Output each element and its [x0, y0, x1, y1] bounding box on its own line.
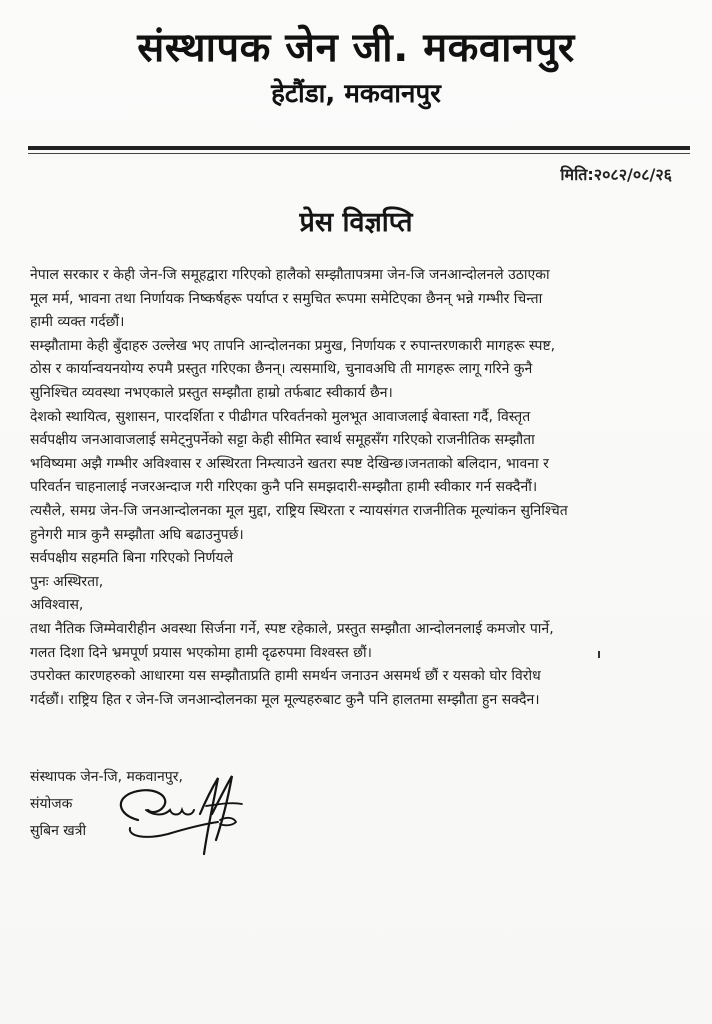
body-line: हुनेगरी मात्र कुनै सम्झौता अघि बढाउनुपर्छ। — [30, 526, 244, 543]
body-line: सुनिश्चित व्यवस्था नभएकाले प्रस्तुत सम्झौता हाम्रो तर्फबाट स्वीकार्य छैन। — [30, 384, 393, 401]
body-line: अविश्वास, — [30, 597, 84, 614]
body-line: उपरोक्त कारणहरुको आधारमा यस सम्झौताप्रति हामी समर्थन जनाउन असमर्थ छौं र यसको घोर विरोध — [30, 668, 541, 685]
signatory-name: सुबिन खत्री — [30, 823, 87, 839]
body-line: भविष्यमा अझै गम्भीर अविश्वास र अस्थिरता निम्त्याउने खतरा स्पष्ट देखिन्छ।जनताको बलिदान, भावना र — [30, 455, 549, 472]
press-release-body — [30, 264, 690, 712]
body-line: मूल मर्म, भावना तथा निर्णायक निष्कर्षहरू पर्याप्त र समुचित रूपमा समेटिएका छैनन् भन्ने गम्भीर चिन्ता — [30, 290, 543, 307]
signatory-org: संस्थापक जेन-जि, मकवानपुर, — [30, 769, 183, 785]
body-line: त्यसैले, समग्र जेन-जि जनआन्दोलनका मूल मुद्दा, राष्ट्रिय स्थिरता र न्यायसंगत राजनीतिक मूल्यांकन सुनिश्चित — [30, 502, 568, 519]
document-date: मिति:२०८२/०८/२६ — [560, 165, 672, 184]
body-line: नेपाल सरकार र केही जेन-जि समूहद्वारा गरिएको हालैको सम्झौतापत्रमा जेन-जि जनआन्दोलनले उठाएका — [30, 267, 550, 283]
handwritten-signature — [108, 770, 268, 870]
body-line: सर्वपक्षीय जनआवाजलाई समेट्नुपर्नेको सट्टा केही सीमित स्वार्थ समूहसँग गरिएको राजनीतिक सम्झौता — [30, 432, 535, 449]
letterhead-rule-thick — [28, 146, 690, 150]
stray-ink-mark — [598, 651, 600, 658]
body-line: सर्वपक्षीय सहमति बिना गरिएको निर्णयले — [30, 550, 234, 567]
letterhead-address: हेटौंडा, मकवानपुर — [271, 79, 441, 109]
document-title: प्रेस विज्ञप्ति — [299, 207, 413, 238]
body-line: गलत दिशा दिने भ्रमपूर्ण प्रयास भएकोमा हामी दृढरुपमा विश्वस्त छौं। — [30, 644, 372, 661]
body-line: ठोस र कार्यान्वयनयोग्य रुपमै प्रस्तुत गरिएका छैनन्। त्यसमाथि, चुनावअघि ती मागहरू लागू गरिने कुनै — [30, 361, 533, 378]
body-line: हामी व्यक्त गर्दछौं। — [30, 314, 125, 331]
body-line: सम्झौतामा केही बुँदाहरु उल्लेख भए तापनि आन्दोलनका प्रमुख, निर्णायक र रुपान्तरणकारी मागहरू स्पष्ट, — [30, 337, 556, 354]
letterhead-org-name: संस्थापक जेन जी. मकवानपुर — [137, 25, 575, 71]
body-line: गर्दछौं। राष्ट्रिय हित र जेन-जि जनआन्दोलनका मूल मूल्यहरुबाट कुनै पनि हालतमा सम्झौता हुन सक्दैन। — [30, 691, 540, 708]
letterhead-rule-thin — [28, 153, 690, 154]
body-line: तथा नैतिक जिम्मेवारीहीन अवस्था सिर्जना गर्ने, स्पष्ट रहेकाले, प्रस्तुत सम्झौता आन्दोलनलाई कमजोर पार्ने, — [30, 620, 554, 637]
body-line: पुनः अस्थिरता, — [30, 573, 104, 590]
body-line: परिवर्तन चाहनालाई नजरअन्दाज गरी गरिएका कुनै पनि समझदारी-सम्झौता हामी स्वीकार गर्न सक्दैनौं। — [30, 479, 538, 496]
signatory-role: संयोजक — [30, 796, 73, 812]
body-line: देशको स्थायित्व, सुशासन, पारदर्शिता र पीढीगत परिवर्तनको मुलभूत आवाजलाई बेवास्ता गर्दै, विस्तृत — [30, 408, 531, 425]
